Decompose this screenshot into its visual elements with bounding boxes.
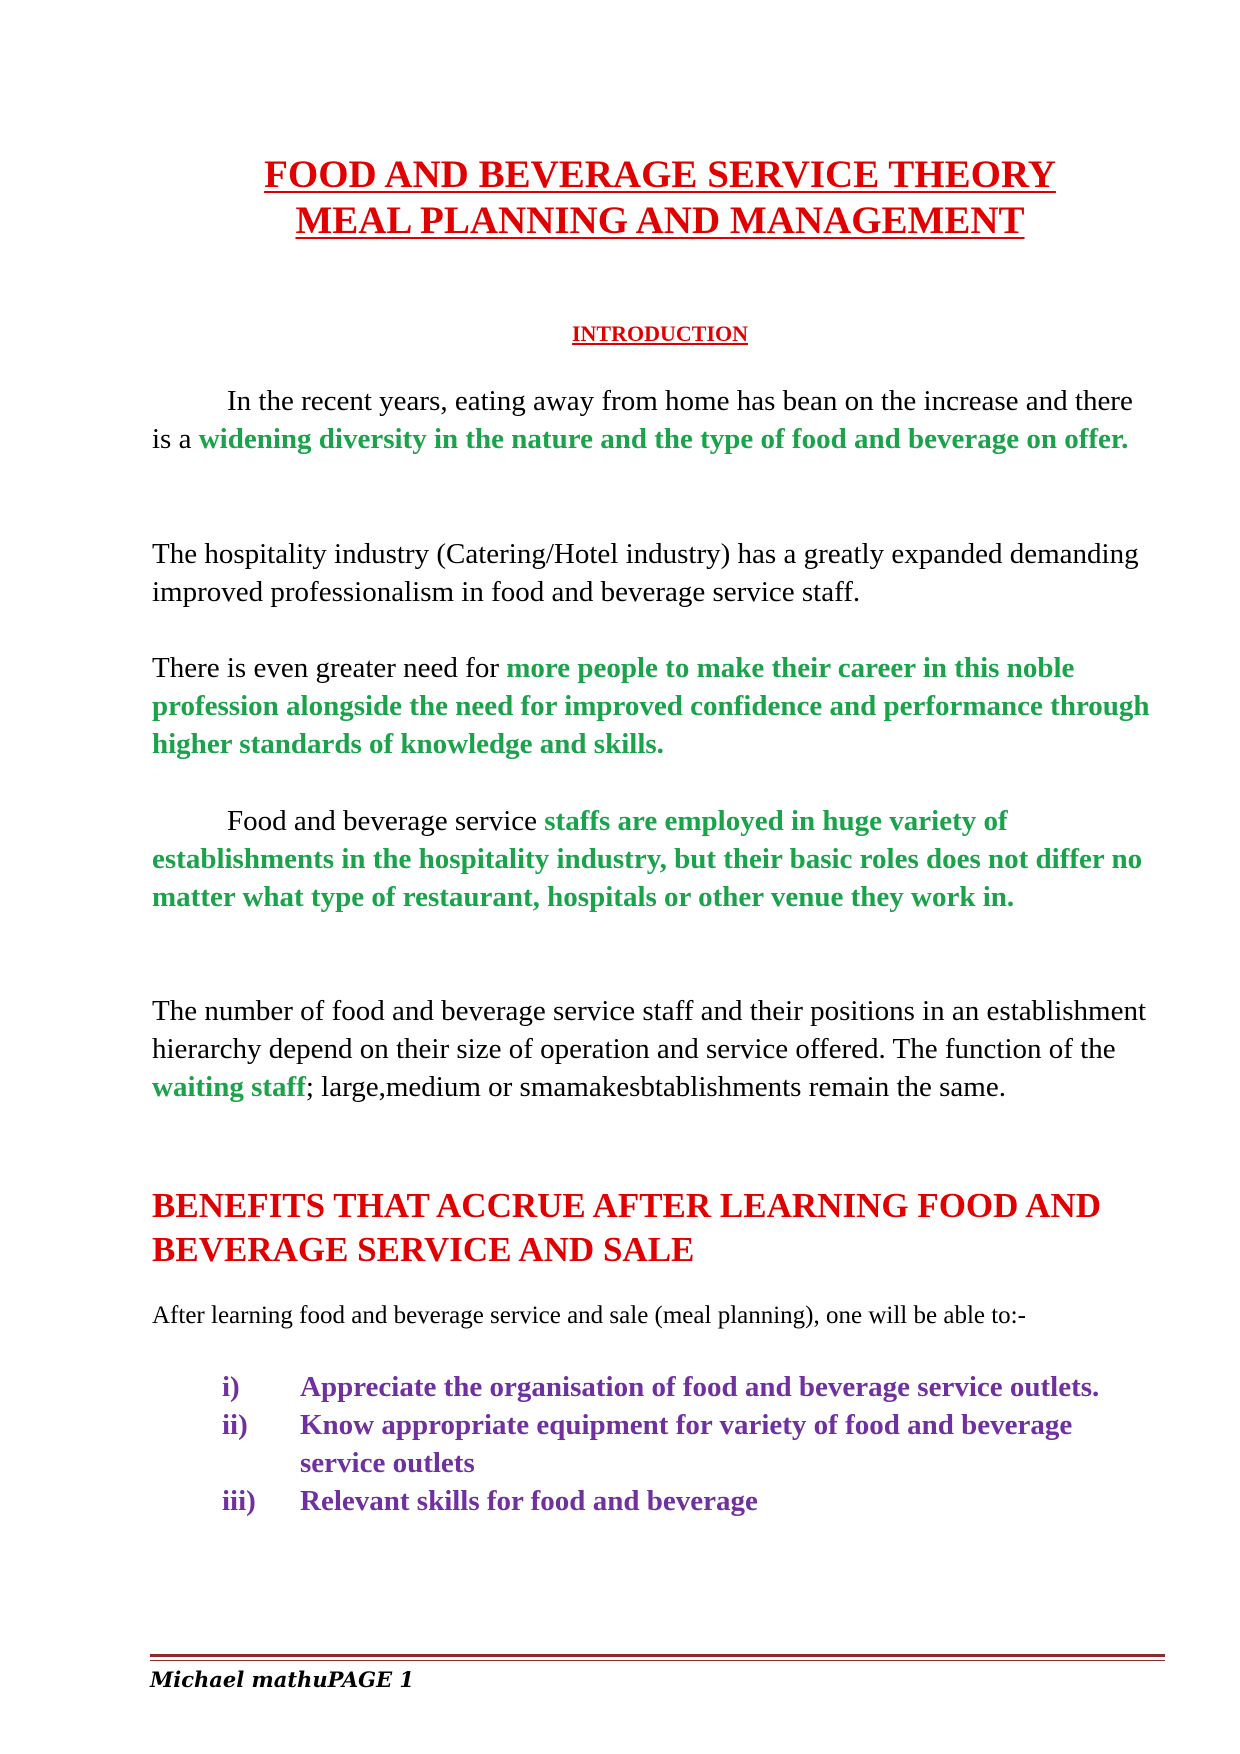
list-item-text: Appreciate the organisation of food and beverage service outlets. [300,1371,1100,1403]
list-item-text: Know appropriate equipment for variety of food and beverage service outlets [300,1409,1073,1479]
page-footer: Michael mathuPAGE 1 [150,1667,415,1692]
footer-divider [150,1654,1165,1657]
document-title-line-1: FOOD AND BEVERAGE SERVICE THEORY [264,153,1056,196]
paragraph-4-text: Food and beverage service [227,805,545,837]
document-title-line-2: MEAL PLANNING AND MANAGEMENT [295,199,1025,242]
paragraph-2 [152,535,1152,611]
benefits-list [222,1368,1142,1520]
list-item-text: Relevant skills for food and beverage [300,1485,758,1517]
paragraph-4 [152,802,1152,916]
paragraph-1-highlight: widening diversity in the nature and the type of food and beverage on offer. [198,423,1129,455]
benefits-heading: BENEFITS THAT ACCRUE AFTER LEARNING FOOD AND BEVERAGE SERVICE AND SALE [152,1186,1102,1269]
paragraph-5 [152,992,1152,1106]
paragraph-5-highlight: waiting staff [152,1071,306,1103]
list-item [222,1368,1142,1406]
introduction-heading: INTRODUCTION [571,321,749,346]
list-intro-text: After learning food and beverage service and sale (meal planning), one will be able to:- [152,1302,1026,1329]
paragraph-3 [152,649,1152,763]
paragraph-1-text: In the recent years, eating away from home has bean on the increase and there is a [152,385,1133,455]
footer-divider-thin [150,1660,1165,1661]
paragraph-2-text: The hospitality industry (Catering/Hotel industry) has a greatly expanded demanding improved professionalism in food and beverage service staff. [152,538,1139,608]
paragraph-4-highlight: staffs are employed in huge variety of establishments in the hospitality industry, but their basic roles does not differ no matter what type of restaurant, hospitals or other venue they work in. [152,805,1143,913]
paragraph-1 [152,382,1152,458]
list-item [222,1482,1142,1520]
list-item [222,1406,1142,1482]
paragraph-5-text-end: ; large,medium or smamakesbtablishments remain the same. [305,1071,1006,1103]
paragraph-3-text: There is even greater need for [152,652,507,684]
paragraph-3-highlight: more people to make their career in this noble profession alongside the need for improved confidence and performance through higher standards of knowledge and skills. [152,652,1150,760]
list-marker: ii) [222,1409,248,1441]
paragraph-5-text: The number of food and beverage service staff and their positions in an establishment hierarchy depend on their size of operation and service offered. The function of the [152,995,1147,1065]
list-marker: iii) [222,1485,256,1517]
list-marker: i) [222,1371,240,1403]
